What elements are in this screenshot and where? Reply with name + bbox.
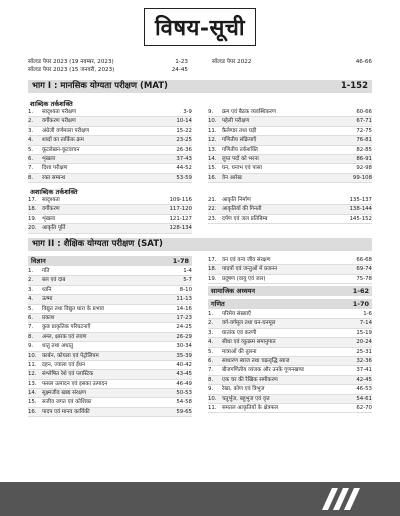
toc-row [208,108,372,117]
toc-chapter-title: गणितीय तर्कशक्ति [222,146,258,153]
toc-page-range: 1-4 [183,268,192,274]
toc-number: 14. [208,155,217,162]
toc-chapter-title: घन, घनाभ एवं पासा [222,165,262,172]
toc-number: 21. [208,197,217,203]
toc-number: 5. [208,348,214,355]
part2-title: भाग II : शैक्षिक योग्यता परीक्षण (SAT) [32,239,163,249]
toc-number: 7. [208,367,214,374]
publisher-logo-icon [320,488,360,510]
toc-number: 4. [208,339,214,346]
toc-number: 13. [28,380,37,387]
toc-chapter-title: दहन, ज्वाला एवं ईंधन [42,361,86,368]
toc-page-range: 32-36 [356,357,372,364]
toc-page-range: 60-66 [356,109,372,115]
toc-number: 5. [28,305,34,312]
maths-title: गणित [211,300,225,308]
toc-number: 17. [28,197,37,203]
toc-chapter-title: पादपों एवं जन्तुओं में प्रजनन [222,266,278,273]
nonverbal-list-left [28,196,192,234]
toc-page-range: 53-59 [176,174,192,181]
toc-chapter-title: समतल आकृतियों के क्षेत्रफल [222,404,279,411]
toc-chapter-title: शब्दों का तार्किक क्रम [42,137,84,144]
toc-chapter-title: वेन आरेख [222,174,242,181]
toc-row [208,310,372,319]
toc-row [28,276,192,285]
toc-chapter-title: कार्बन, कोयला एवं पेट्रोलियम [42,352,99,359]
toc-chapter-title: सादृश्यता परीक्षण [42,109,76,115]
toc-chapter-title: लुप्त पदों को भरना [222,155,259,162]
toc-chapter-title: चतुर्भुज, बहुभुज एवं वृत्त [222,395,270,402]
toc-row [208,117,372,126]
toc-page-range: 59-65 [176,408,192,415]
toc-number: 7. [28,324,34,331]
toc-row [28,108,192,117]
toc-chapter-title: पहेली परीक्षण [222,118,250,125]
toc-page-range: 7-14 [359,320,372,327]
toc-chapter-title: आकृति पूर्ति [42,225,66,232]
toc-chapter-title: वर्गीकरण परीक्षण [42,118,76,125]
toc-chapter-title: बीजगणितीय व्यंजक और उनके गुणनखण्ड [222,367,304,374]
toc-row [208,205,372,214]
toc-chapter-title: कुछ प्राकृतिक परिघटनाएँ [42,324,91,331]
toc-row [208,348,372,357]
toc-page-range: 15-22 [176,127,192,134]
toc-number: 7. [28,165,34,172]
toc-page-range: 138-144 [349,206,372,213]
solved-paper-row [28,58,188,66]
toc-page-range: 8-10 [179,286,192,293]
toc-row [208,265,372,274]
title-container [0,8,400,46]
solved-paper-pages: 1-23 [175,59,188,65]
toc-row [208,136,372,145]
toc-number: 16. [28,408,37,415]
toc-number: 9. [28,343,34,350]
nonverbal-heading: अशाब्दिक तर्कशक्ति [30,188,78,196]
solved-paper-row [212,58,372,66]
maths-pages: 1-70 [352,300,369,308]
toc-number: 3. [28,127,34,134]
toc-row [28,370,192,379]
part1-pages: 1-152 [340,81,368,91]
toc-page-range: 37-41 [356,367,372,374]
toc-chapter-title: गति [42,268,50,274]
toc-page-range: 11-13 [176,296,192,303]
toc-chapter-title: घातांक एवं करणी [222,329,257,336]
toc-page-range: 109-116 [169,197,192,203]
toc-page-range: 1-6 [363,311,372,317]
toc-chapter-title: सादृश्यता [42,197,60,203]
toc-page-range: 72-75 [356,127,372,134]
toc-chapter-title: वर्ग-वर्गमूल तथा घन-घनमूल [222,320,276,327]
toc-row [208,366,372,375]
toc-row [208,275,372,284]
toc-page-range: 40-42 [176,361,192,368]
toc-chapter-title: आकृति निर्माण [222,197,251,203]
toc-row [28,174,192,183]
toc-chapter-title: विद्युत तथा विद्युत धारा के प्रभाव [42,305,104,312]
toc-number: 8. [28,333,34,340]
toc-number: 3. [28,286,34,293]
science-header [28,256,192,266]
toc-row [208,196,372,205]
social-title: सामाजिक अध्ययन [211,287,255,295]
toc-number: 15. [28,399,37,406]
toc-page-range: 99-108 [352,174,372,181]
verbal-list-left [28,108,192,183]
toc-chapter-title: वर्गीकरण [42,206,60,213]
toc-number: 19. [208,275,217,282]
toc-chapter-title: धातु तथा अधातु [42,343,74,350]
toc-row [208,376,372,385]
toc-number: 6. [28,314,34,321]
toc-page-range: 26-36 [176,146,192,153]
toc-row [28,215,192,224]
toc-page-range: 10-14 [176,118,192,125]
toc-page-range: 23-25 [176,137,192,144]
toc-chapter-title: एक चर की रैखिक समीकरण [222,376,278,383]
toc-row [28,164,192,173]
toc-page-range: 37-43 [176,155,192,162]
toc-row [208,127,372,136]
toc-row [28,380,192,389]
toc-page-range: 54-61 [356,395,372,402]
toc-number: 13. [208,146,217,153]
maths-list [208,310,372,413]
toc-number: 2. [208,320,214,327]
social-header [208,286,372,296]
toc-number: 12. [28,371,37,378]
toc-number: 19. [28,215,37,222]
page-title: विषय-सूची [144,8,256,46]
toc-chapter-title: अम्ल, क्षारक एवं लवण [42,333,87,340]
maths-header [208,299,372,309]
science-continued-list [208,256,372,284]
toc-page-range: 15-19 [356,329,372,336]
toc-page-range: 42-45 [356,376,372,383]
toc-row [208,357,372,366]
toc-chapter-title: फसल उत्पादन एवं इसका उत्पादन [42,380,108,387]
part1-title: भाग I : मानसिक योग्यता परीक्षण (MAT) [32,81,168,91]
toc-chapter-title: बल एवं दाब [42,277,66,284]
toc-number: 1. [28,268,34,274]
toc-row [28,333,192,342]
toc-number: 4. [28,137,34,144]
toc-number: 5. [28,146,34,153]
toc-number: 11. [208,127,217,134]
nonverbal-list-right [208,196,372,224]
verbal-list-right [208,108,372,183]
toc-row [28,408,192,417]
toc-chapter-title: कूटलेखन-कूटवाचन [42,146,80,153]
toc-row [208,395,372,404]
toc-number: 10. [208,395,217,402]
toc-number: 12. [208,137,217,144]
toc-row [28,267,192,276]
toc-chapter-title: गणितीय संक्रियाएँ [222,137,257,144]
solved-paper-pages: 46-66 [355,59,372,65]
toc-chapter-title: प्रकाश [42,314,55,321]
toc-number: 20. [28,225,37,232]
toc-chapter-title: संश्लेषित रेशे एवं प्लास्टिक [42,371,94,378]
science-list [28,267,192,417]
toc-row [208,215,372,224]
toc-page-range: 82-85 [356,146,372,153]
toc-number: 15. [208,165,217,172]
toc-row [208,404,372,413]
toc-chapter-title: सीधा एवं व्युत्क्रम समानुपात [222,339,276,346]
toc-page-range: 14-16 [176,305,192,312]
toc-chapter-title: अंग्रेजी वर्णमाला परीक्षण [42,127,89,134]
toc-chapter-title: दर्पण एवं जल प्रतिबिम्ब [222,215,268,222]
toc-row [28,295,192,304]
toc-number: 10. [208,118,217,125]
toc-number: 3. [208,329,214,336]
toc-chapter-title: मात्राओं की तुलना [222,348,257,355]
toc-page-range: 67-71 [356,118,372,125]
toc-number: 9. [208,386,214,393]
toc-chapter-title: शृंखला [42,215,56,222]
toc-row [28,314,192,323]
toc-row [28,286,192,295]
toc-number: 23. [208,215,217,222]
science-title: विज्ञान [31,257,46,265]
toc-row [208,256,372,265]
toc-row [28,117,192,126]
toc-page-range: 46-49 [176,380,192,387]
toc-row [208,329,372,338]
toc-number: 17. [208,257,217,263]
toc-row [28,352,192,361]
toc-page-range: 43-45 [176,371,192,378]
solved-paper-label: सॉल्व्ड पेपर 2023 (15 जनवरी, 2023) [28,67,115,73]
toc-page-range: 121-127 [169,215,192,222]
toc-page-range: 66-68 [356,257,372,263]
toc-page-range: 30-34 [176,343,192,350]
toc-chapter-title: ऊष्मा [42,296,53,303]
toc-chapter-title: कैलेण्डर तथा घड़ी [222,127,257,134]
toc-page-range: 117-120 [169,206,192,213]
toc-chapter-title: ध्वनि [42,286,52,293]
toc-row [208,174,372,183]
toc-row [28,146,192,155]
toc-row [28,342,192,351]
toc-chapter-title: दिशा परीक्षण [42,165,68,172]
toc-page-range: 35-39 [176,352,192,359]
toc-number: 9. [208,109,214,115]
toc-number: 14. [28,390,37,397]
solved-paper-label: सॉल्व्ड पेपर 2022 [212,59,252,65]
toc-row [208,164,372,173]
toc-number: 10. [28,352,37,359]
toc-page-range: 128-134 [169,225,192,232]
toc-page-range: 20-24 [356,339,372,346]
toc-page-range: 92-98 [356,165,372,172]
toc-chapter-title: सूक्ष्मजीव खाद्य संरक्षण [42,390,86,397]
toc-number: 1. [28,109,34,115]
toc-number: 18. [208,266,217,273]
toc-chapter-title: पादप एवं मानव कार्यिकी [42,408,90,415]
solved-papers-right [212,58,372,66]
solved-paper-label: सॉल्व्ड पेपर 2023 (19 नवम्बर, 2023) [28,59,114,65]
science-pages: 1-78 [172,257,189,265]
toc-row [208,146,372,155]
toc-number: 16. [208,174,217,181]
toc-row [28,196,192,205]
toc-chapter-title: शृंखला [42,155,56,162]
toc-number: 2. [28,277,34,284]
toc-page-range: 76-81 [356,137,372,144]
toc-chapter-title: प्रदूषण (वायु एवं जल) [222,275,266,282]
toc-row [28,127,192,136]
toc-chapter-title: रेखा, कोण एवं त्रिभुज [222,386,265,393]
toc-row [28,136,192,145]
toc-page-range: 50-53 [176,390,192,397]
toc-number: 18. [28,206,37,213]
toc-page-range: 86-91 [356,155,372,162]
social-pages: 1-62 [352,287,369,295]
toc-page-range: 62-70 [356,404,372,411]
toc-page-range: 26-29 [176,333,192,340]
toc-number: 8. [28,174,34,181]
toc-page-range: 135-137 [349,197,372,203]
toc-row [28,323,192,332]
toc-row [208,338,372,347]
toc-chapter-title: रक्त सम्बन्ध [42,174,66,181]
toc-chapter-title: साधारण ब्याज तथा चक्रवृद्धि ब्याज [222,357,290,364]
toc-page-range: 5-7 [183,277,192,284]
toc-number: 22. [208,206,217,213]
toc-chapter-title: सजीव जगत एवं कोशिका [42,399,92,406]
toc-row [28,389,192,398]
solved-paper-pages: 24-45 [171,67,188,73]
toc-page-range: 3-9 [183,109,192,115]
toc-row [28,305,192,314]
toc-page-range: 145-152 [349,215,372,222]
verbal-heading: शाब्दिक तर्कशक्ति [30,100,73,108]
toc-page-range: 46-53 [356,386,372,393]
toc-page-range: 75-78 [356,275,372,282]
solved-papers-left [28,58,188,74]
toc-number: 2. [28,118,34,125]
toc-row [28,224,192,233]
part2-header [28,238,372,251]
toc-row [28,205,192,214]
toc-page-range: 17-23 [176,314,192,321]
toc-number: 4. [28,296,34,303]
toc-row [28,155,192,164]
toc-number: 6. [28,155,34,162]
toc-page-range: 25-31 [356,348,372,355]
toc-chapter-title: क्रम एवं बैठक व्यवस्थिकरण [222,109,276,115]
toc-row [28,361,192,370]
toc-chapter-title: वन एवं वन्य जीव संरक्षण [222,257,271,263]
toc-chapter-title: आकृतियों की गिनती [222,206,262,213]
toc-page-range: 54-58 [176,399,192,406]
toc-number: 6. [208,357,214,364]
toc-page-range: 69-74 [356,266,372,273]
toc-page-range: 24-25 [176,324,192,331]
toc-number: 8. [208,376,214,383]
toc-number: 11. [28,361,37,368]
part1-header [28,80,372,93]
solved-paper-row [28,66,188,74]
toc-row [208,319,372,328]
toc-chapter-title: परिमेय संख्याएँ [222,311,252,317]
toc-page-range: 44-52 [176,165,192,172]
toc-number: 11. [208,404,217,411]
toc-number: 1. [208,311,214,317]
toc-row [208,155,372,164]
toc-row [28,398,192,407]
toc-row [208,385,372,394]
